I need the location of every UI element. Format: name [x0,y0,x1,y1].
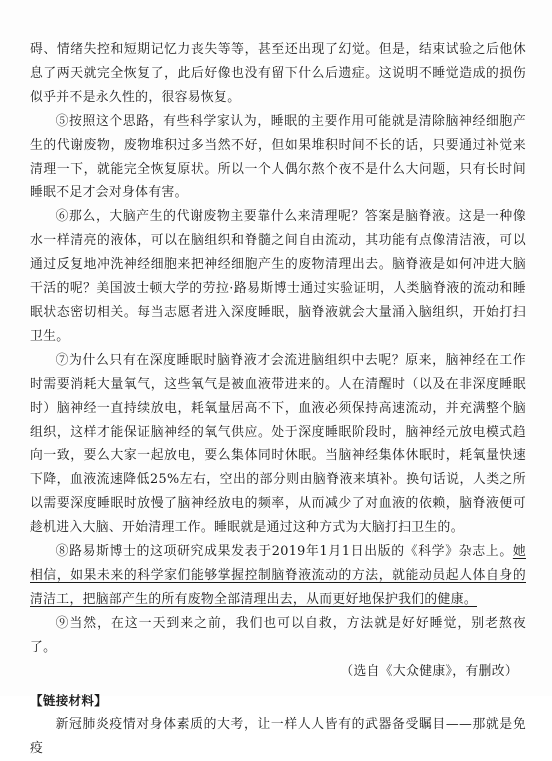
link-material-title: 【链接材料】 [30,693,108,709]
paragraph-7: ⑦为什么只有在深度睡眠时脑脊液才会流进脑组织中去呢？原来，脑神经在工作时需要消耗大量氧气，这些氧气是被血液带进来的。人在清醒时（以及在非深度睡眠时）脑神经一直持续放电，耗氧量居高不下，血液必须保持高速流动，并充满整个脑组织，这样才能保证脑神经的氧气供应。处于深度睡眠阶段时，脑神经元放电模式趋向一致，要么大家一起放电，要么集体同时休眠。当脑神经集体休眠时，耗氧量快速下降，血液流速降低25%左右，空出的部分则由脑脊液来填补。换句话说，人类之所以需要深度睡眠时放慢了脑神经放电的频率，从而减少了对血液的依赖，脑脊液便可趁机进入大脑、开始清理工作。睡眠就是通过这种方式为大脑打扫卫生的。 [30,352,526,536]
paragraph-continued: 碍、情绪失控和短期记忆力丧失等等，甚至还出现了幻觉。但是，结束试验之后他休息了两天就完全恢复了，此后好像也没有留下什么后遗症。这说明不睡觉造成的损伤似乎并不是永久性的，很容易恢复。 [30,42,526,105]
underlined-sentence: 她相信，如果未来的科学家们能够掌握控制脑脊液流动的方法，就能动员起人体自身的清洁工，把脑部产生的所有废物全部清理出去，从而更好地保护我们的健康。 [30,544,526,607]
paragraph-5: ⑤按照这个思路，有些科学家认为，睡眠的主要作用可能就是清除脑神经细胞产生的代谢废物，废物堆积过多当然不好，但如果堆积时间不长的话，只要通过补觉来清理一下，就能完全恢复原状。所以一个人偶尔熬个夜不是什么大问题，只有长时间睡眠不足才会对身体有害。 [30,113,526,201]
paragraph-6: ⑥那么，大脑产生的代谢废物主要靠什么来清理呢？答案是脑脊液。这是一种像水一样清亮的液体，可以在脑组织和脊髓之间自由流动，其功能有点像清洁液，可以通过反复地冲洗神经细胞来把神经细胞产生的废物清理出去。脑脊液是如何冲进大脑干活的呢？美国波士顿大学的劳拉·路易斯博士通过实验证明，人类脑脊液的流动和睡眠状态密切相关。每当志愿者进入深度睡眠，脑脊液就会大量涌入脑组织，开始打扫卫生。 [30,209,526,344]
paragraph-9: ⑨当然，在这一天到来之前，我们也可以自救，方法就是好好睡觉，别老熬夜了。 [30,615,526,655]
link-material-text: 新冠肺炎疫情对身体素质的大考，让一样人人皆有的武器备受瞩目——那就是免疫 [30,717,526,757]
paragraph-8-text: ⑧路易斯博士的这项研究成果发表于2019年1月1日出版的《科学》杂志上。 [55,544,513,560]
article-body [30,38,526,761]
source-citation: （选自《大众健康》，有删改） [340,663,518,679]
paragraph-8 [30,540,526,612]
